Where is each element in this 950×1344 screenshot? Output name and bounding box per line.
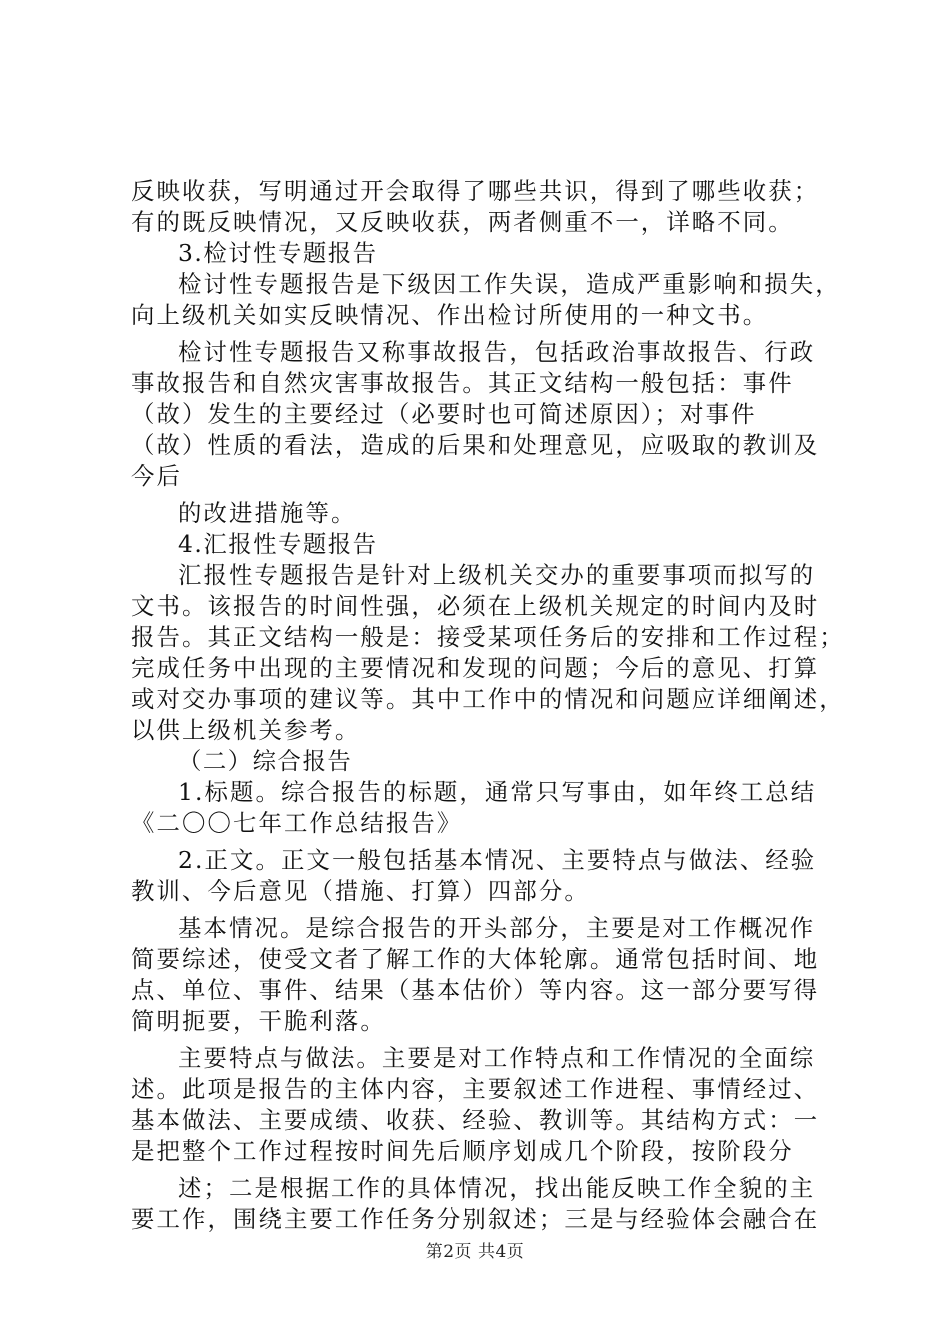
body-text bbox=[131, 176, 845, 1235]
text-line: 教训、今后意见（措施、打算）四部分。 bbox=[131, 877, 590, 905]
text-line: 检讨性专题报告又称事故报告，包括政治事故报告、行政 bbox=[178, 338, 816, 366]
text-line: 事故报告和自然灾害事故报告。其正文结构一般包括：事件 bbox=[131, 369, 794, 397]
text-line: 要工作，围绕主要工作任务分别叙述；三是与经验体会融合在 bbox=[131, 1205, 820, 1233]
text-line: （故）发生的主要经过（必要时也可简述原因）；对事件 bbox=[131, 400, 757, 428]
text-line: 完成任务中出现的主要情况和发现的问题；今后的意见、打算 bbox=[131, 654, 820, 682]
text-line: 有的既反映情况，又反映收获，两者侧重不一，详略不同。 bbox=[131, 208, 794, 236]
text-line: 1.标题。综合报告的标题，通常只写事由，如年终工总结 bbox=[178, 778, 817, 806]
text-line: 反映收获，写明通过开会取得了哪些共识，得到了哪些收获； bbox=[131, 177, 820, 205]
text-line: 简明扼要，干脆利落。 bbox=[131, 1007, 386, 1035]
text-line: 以供上级机关参考。 bbox=[131, 716, 361, 744]
section-heading: 3.检讨性专题报告 bbox=[178, 239, 378, 267]
text-line: 述；二是根据工作的具体情况，找出能反映工作全貌的主 bbox=[178, 1174, 816, 1202]
text-line: 报告。其正文结构一般是：接受某项任务后的安排和工作过程； bbox=[131, 623, 845, 651]
text-line: 述。此项是报告的主体内容，主要叙述工作进程、事情经过、 bbox=[131, 1075, 820, 1103]
text-line: 或对交办事项的建议等。其中工作中的情况和问题应详细阐述， bbox=[131, 685, 845, 713]
text-line: 今后 bbox=[131, 462, 182, 490]
text-line: 2.正文。正文一般包括基本情况、主要特点与做法、经验 bbox=[178, 846, 817, 874]
text-line: 基本做法、主要成绩、收获、经验、教训等。其结构方式：一 bbox=[131, 1106, 820, 1134]
text-line: 《二〇〇七年工作总结报告》 bbox=[131, 809, 463, 837]
text-line: 点、单位、事件、结果（基本估价）等内容。这一部分要写得 bbox=[131, 976, 820, 1004]
text-line: 汇报性专题报告是针对上级机关交办的重要事项而拟写的 bbox=[178, 561, 816, 589]
text-line: 检讨性专题报告是下级因工作失误，造成严重影响和损失， bbox=[178, 270, 841, 298]
text-line: 文书。该报告的时间性强，必须在上级机关规定的时间内及时 bbox=[131, 592, 820, 620]
text-line: 基本情况。是综合报告的开头部分，主要是对工作概况作 bbox=[178, 914, 816, 942]
text-line: 主要特点与做法。主要是对工作特点和工作情况的全面综 bbox=[178, 1044, 816, 1072]
page-footer: 第2页 共4页 bbox=[425, 1242, 525, 1262]
text-line: 的改进措施等。 bbox=[178, 499, 357, 527]
text-line: 向上级机关如实反映情况、作出检讨所使用的一种文书。 bbox=[131, 301, 769, 329]
text-line: （故）性质的看法，造成的后果和处理意见，应吸取的教训及 bbox=[131, 431, 820, 459]
text-line: 简要综述，使受文者了解工作的大体轮廓。通常包括时间、地 bbox=[131, 945, 820, 973]
section-heading: （二）综合报告 bbox=[178, 747, 353, 775]
section-heading: 4.汇报性专题报告 bbox=[178, 530, 378, 558]
text-line: 是把整个工作过程按时间先后顺序划成几个阶段，按阶段分 bbox=[131, 1137, 794, 1165]
